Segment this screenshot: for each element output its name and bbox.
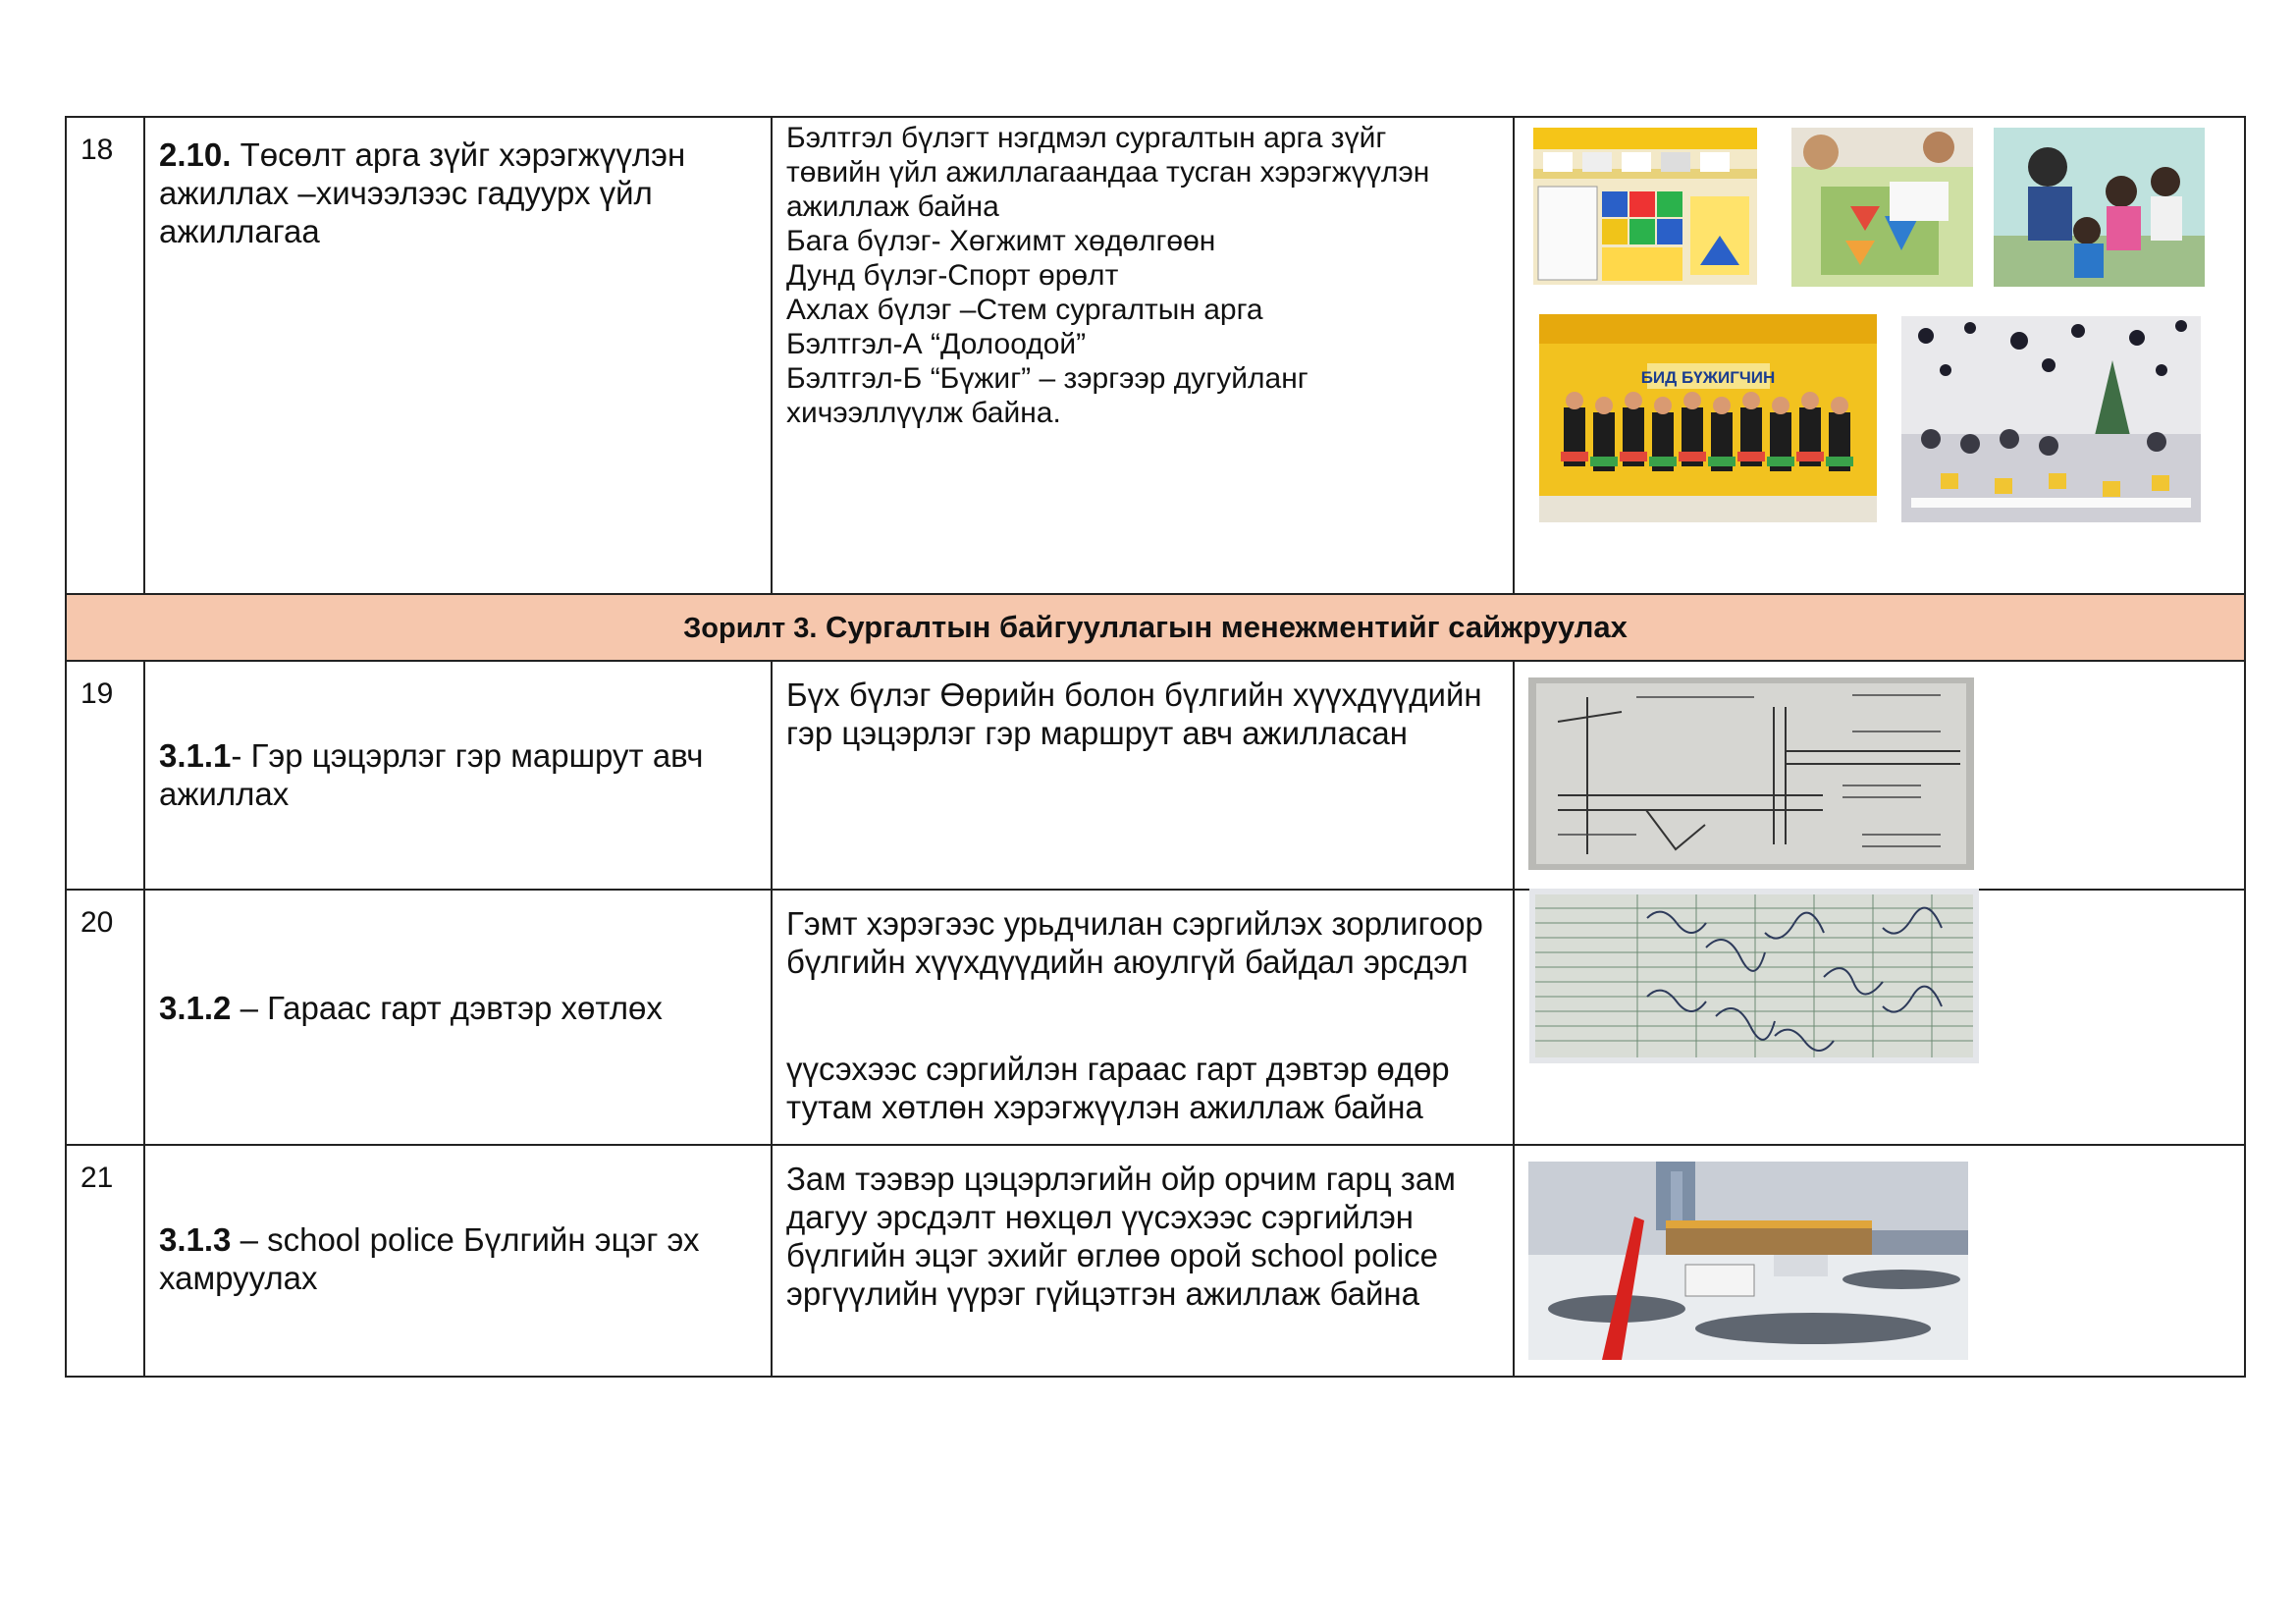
description-part: үүсэхээс сэргийлэн гараас гарт дэвтэр өдөр тутам хөтлөн хэрэгжүүлэн ажиллаж байна xyxy=(786,1051,1450,1125)
task-text: – Гараас гарт дэвтэр хөтлөх xyxy=(231,990,663,1026)
description-cell xyxy=(772,117,1514,594)
section-prefix: Зорилт 3. xyxy=(683,613,818,644)
description-line: Ахлах бүлэг –Стем сургалтын арга xyxy=(786,294,1263,326)
description-line: төвийн үйл ажиллагаандаа тусган хэрэгжүүлэн xyxy=(786,156,1430,189)
task-text: – school police Бүлгийн эцэг эх хамруулах xyxy=(159,1221,700,1296)
activity-table xyxy=(65,116,2246,1378)
table-row xyxy=(66,117,2245,594)
description-line: Бэлтгэл-А “Долоодой” xyxy=(786,328,1087,360)
row-number: 21 xyxy=(66,1145,144,1377)
photo-cell xyxy=(1514,117,2245,594)
row-number: 19 xyxy=(66,661,144,890)
notebook-photo xyxy=(1529,889,1979,1063)
task-cell xyxy=(144,661,772,890)
task-code: 3.1.1 xyxy=(159,737,232,774)
banner-text: БИД БҮЖИГЧИН xyxy=(1640,368,1776,387)
photo-cell xyxy=(1514,1145,2245,1377)
description-cell: Зам тээвэр цэцэрлэгийн ойр орчим гарц зам дагуу эрсдэлт нөхцөл үүсэхээс сэргийлэн бүлгийн эцэг эхийг өглөө орой school police эргүүлийн үүрэг гүйцэтгэн ажиллаж байна xyxy=(772,1145,1514,1377)
table-row xyxy=(66,1145,2245,1377)
row-number: 18 xyxy=(66,117,144,594)
task-cell xyxy=(144,1145,772,1377)
description-line: Бэлтгэл-Б “Бүжиг” – зэргээр дугуйланг xyxy=(786,362,1308,395)
section-title: Сургалтын байгууллагын менежментийг сайжруулах xyxy=(817,610,1628,644)
classroom-event-photo xyxy=(1901,316,2201,522)
task-cell xyxy=(144,890,772,1145)
description-part: Гэмт хэрэгээс урьдчилан сэргийлэх зорлигоор бүлгийн хүүхдүүдийн аюулгүй байдал эрсдэл xyxy=(786,905,1483,980)
photo-cell xyxy=(1514,661,2245,890)
table-row xyxy=(66,890,2245,1145)
task-code: 3.1.2 xyxy=(159,990,232,1026)
section-header xyxy=(66,594,2245,661)
description-line: ажиллаж байна xyxy=(786,190,999,223)
route-map-photo xyxy=(1528,677,1974,870)
description-line: Дунд бүлэг-Спорт өрөлт xyxy=(786,259,1119,292)
classroom-shelf-photo xyxy=(1533,128,1757,285)
task-text: Төсөлт арга зүйг хэрэгжүүлэн ажиллах –хичээлээс гадуурх үйл ажиллагаа xyxy=(159,136,686,249)
description-cell xyxy=(772,890,1514,1145)
tangram-activity-photo xyxy=(1791,128,1973,287)
section-header-row xyxy=(66,594,2245,661)
task-cell xyxy=(144,117,772,594)
street-photo xyxy=(1528,1162,1968,1360)
description-line: Бэлтгэл бүлэгт нэгдмэл сургалтын арга зүйг xyxy=(786,122,1387,154)
description-cell: Бүх бүлэг Өөрийн болон бүлгийн хүүхдүүдийн гэр цэцэрлэг гэр маршрут авч ажилласан xyxy=(772,661,1514,890)
task-text: - Гэр цэцэрлэг гэр маршрут авч ажиллах xyxy=(159,737,704,812)
task-code: 2.10. xyxy=(159,136,232,173)
dance-performance-photo xyxy=(1539,314,1877,522)
task-code: 3.1.3 xyxy=(159,1221,232,1258)
teacher-kids-photo xyxy=(1994,128,2205,287)
description-line: хичээллүүлж байна. xyxy=(786,397,1061,429)
table-row xyxy=(66,661,2245,890)
photo-cell xyxy=(1514,890,2245,1145)
description-line: Бага бүлэг- Хөгжимт хөдөлгөөн xyxy=(786,225,1216,257)
row-number: 20 xyxy=(66,890,144,1145)
